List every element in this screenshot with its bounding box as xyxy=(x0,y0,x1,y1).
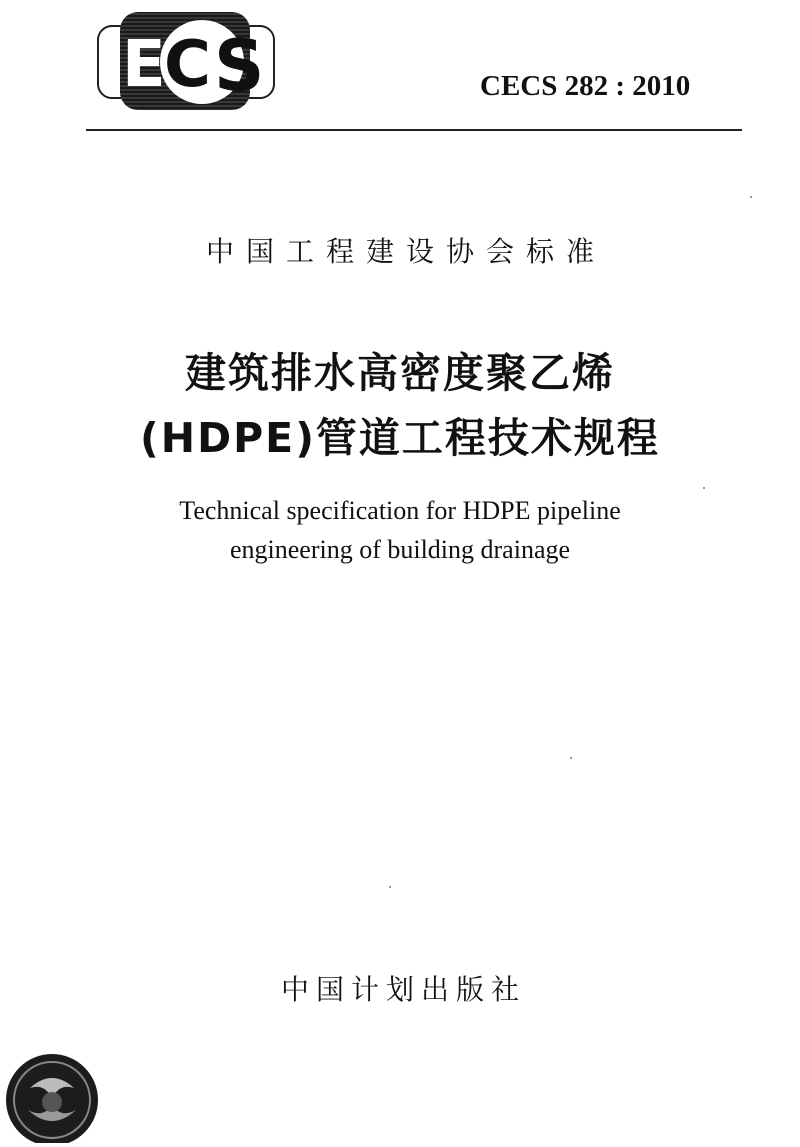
scan-speck xyxy=(703,487,705,489)
ecs-logo-icon xyxy=(96,8,276,112)
publisher-seal-icon xyxy=(0,1048,104,1143)
header-divider xyxy=(86,129,742,131)
title-en-line1: Technical specification for HDPE pipeline xyxy=(179,496,621,525)
scan-speck xyxy=(389,886,391,888)
publisher-name: 中国计划出版社 xyxy=(280,973,526,1006)
standard-code: CECS 282 : 2010 xyxy=(480,70,691,102)
svg-text:S: S xyxy=(214,25,265,107)
title-en-line2: engineering of building drainage xyxy=(229,535,571,564)
scan-speck xyxy=(750,196,752,198)
svg-text:C: C xyxy=(164,28,207,102)
title-cn-line1: 建筑排水高密度聚乙烯 xyxy=(185,349,615,397)
svg-text:E: E xyxy=(122,28,162,102)
title-cn-line2: (HDPE)管道工程技术规程 xyxy=(140,414,660,462)
scan-speck xyxy=(570,757,572,759)
issuing-organization: 中国工程建设协会标准 xyxy=(205,235,606,268)
